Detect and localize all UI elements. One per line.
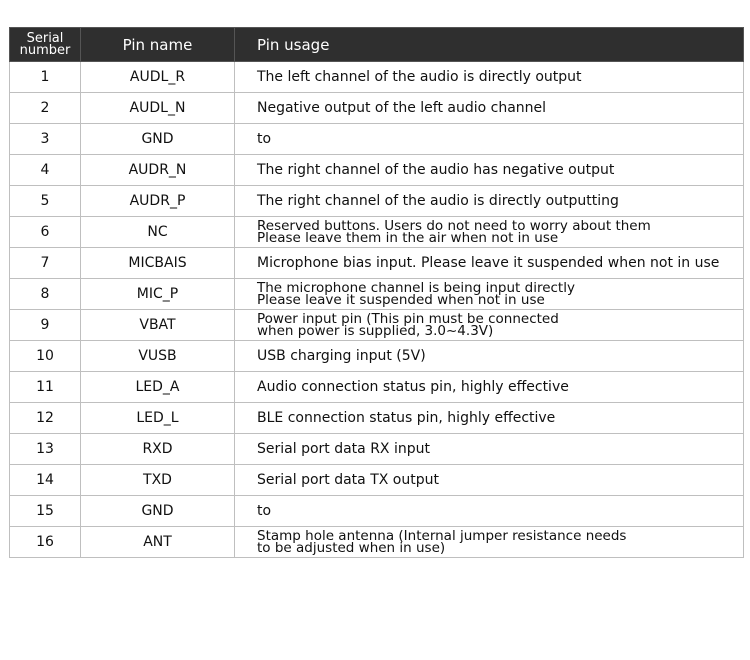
cell-pin-usage [235, 310, 744, 341]
usage-line1: Power input pin (This pin must be connected [257, 311, 559, 327]
cell-serial: 12 [10, 403, 81, 434]
header-serial-line2: number [19, 42, 71, 58]
cell-pin-usage [235, 527, 744, 558]
cell-serial: 15 [10, 496, 81, 527]
usage-line2: Please leave them in the air when not in use [257, 230, 559, 246]
cell-serial: 9 [10, 310, 81, 341]
cell-pin-usage: Audio connection status pin, highly effective [235, 372, 744, 403]
cell-pin-name: MICBAIS [81, 248, 235, 279]
cell-pin-name: VUSB [81, 341, 235, 372]
cell-pin-name: AUDL_N [81, 93, 235, 124]
usage-line2: when power is supplied, 3.0~4.3V) [257, 323, 494, 339]
table-row [10, 93, 744, 124]
table-row [10, 186, 744, 217]
table-header [10, 28, 744, 62]
pin-table [9, 27, 744, 558]
cell-pin-name: AUDR_N [81, 155, 235, 186]
header-row [10, 28, 744, 62]
cell-serial: 3 [10, 124, 81, 155]
cell-serial: 14 [10, 465, 81, 496]
table-row [10, 527, 744, 558]
cell-pin-name: VBAT [81, 310, 235, 341]
cell-pin-name: GND [81, 124, 235, 155]
usage-line2: to be adjusted when in use) [257, 540, 446, 556]
cell-pin-usage: The left channel of the audio is directly output [235, 62, 744, 93]
cell-pin-name: AUDR_P [81, 186, 235, 217]
header-pin-usage: Pin usage [235, 28, 744, 62]
cell-pin-usage: to [235, 496, 744, 527]
usage-line1: Stamp hole antenna (Internal jumper resistance needs [257, 528, 627, 544]
table-row [10, 124, 744, 155]
cell-pin-name: MIC_P [81, 279, 235, 310]
cell-serial: 2 [10, 93, 81, 124]
cell-pin-usage: The right channel of the audio has negative output [235, 155, 744, 186]
header-serial-line1: Serial [26, 30, 64, 46]
cell-serial: 5 [10, 186, 81, 217]
cell-pin-name: GND [81, 496, 235, 527]
cell-pin-usage: to [235, 124, 744, 155]
cell-serial: 11 [10, 372, 81, 403]
cell-pin-name: TXD [81, 465, 235, 496]
table-row [10, 465, 744, 496]
cell-pin-name: LED_L [81, 403, 235, 434]
cell-serial: 10 [10, 341, 81, 372]
table-row [10, 403, 744, 434]
table-row [10, 62, 744, 93]
cell-pin-usage: Serial port data TX output [235, 465, 744, 496]
cell-pin-usage: Microphone bias input. Please leave it suspended when not in use [235, 248, 744, 279]
table-row [10, 155, 744, 186]
cell-pin-name: LED_A [81, 372, 235, 403]
cell-serial: 7 [10, 248, 81, 279]
header-pin-name: Pin name [81, 28, 235, 62]
cell-pin-usage: BLE connection status pin, highly effective [235, 403, 744, 434]
cell-serial: 1 [10, 62, 81, 93]
cell-pin-name: RXD [81, 434, 235, 465]
cell-pin-name: ANT [81, 527, 235, 558]
usage-line1: Reserved buttons. Users do not need to worry about them [257, 218, 651, 234]
table-row [10, 217, 744, 248]
table-row [10, 310, 744, 341]
cell-serial: 8 [10, 279, 81, 310]
cell-pin-name: AUDL_R [81, 62, 235, 93]
cell-pin-name: NC [81, 217, 235, 248]
cell-pin-usage: USB charging input (5V) [235, 341, 744, 372]
table-row [10, 341, 744, 372]
usage-line2: Please leave it suspended when not in use [257, 292, 545, 308]
cell-pin-usage [235, 279, 744, 310]
cell-serial: 6 [10, 217, 81, 248]
table-row [10, 248, 744, 279]
cell-serial: 13 [10, 434, 81, 465]
table-row [10, 372, 744, 403]
cell-serial: 4 [10, 155, 81, 186]
cell-serial: 16 [10, 527, 81, 558]
usage-line1: The microphone channel is being input directly [257, 280, 575, 296]
cell-pin-usage [235, 217, 744, 248]
header-serial-number [10, 28, 81, 62]
cell-pin-usage: Serial port data RX input [235, 434, 744, 465]
cell-pin-usage: The right channel of the audio is directly outputting [235, 186, 744, 217]
table-row [10, 496, 744, 527]
table-row [10, 279, 744, 310]
table-body [10, 62, 744, 558]
table-row [10, 434, 744, 465]
cell-pin-usage: Negative output of the left audio channel [235, 93, 744, 124]
